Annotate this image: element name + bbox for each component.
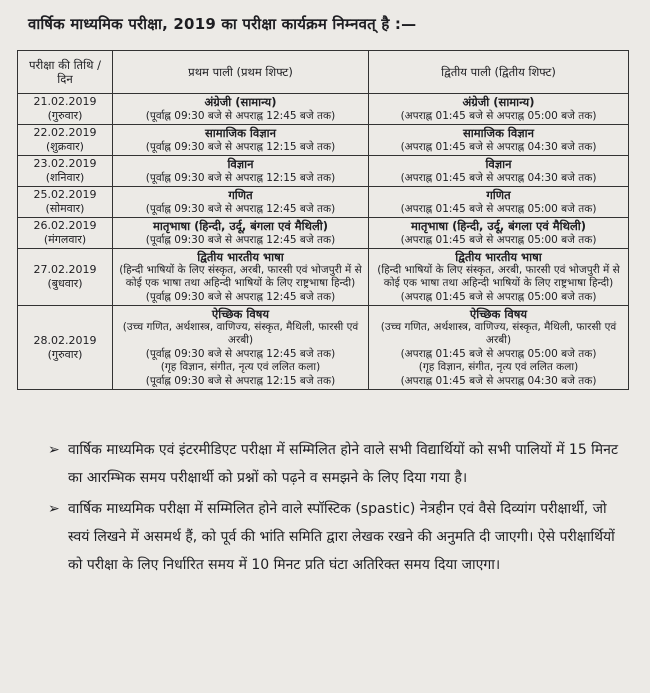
subject-note: (हिन्दी भाषियों के लिए संस्कृत, अरबी, फारसी एवं भोजपुरी में से कोई एक भाषा तथा अहिन्दी भाषियों के लिए राष्ट्रभाषा हिन्दी) bbox=[119, 264, 362, 289]
subject: ऐच्छिक विषय bbox=[469, 307, 528, 321]
exam-day: (शनिवार) bbox=[45, 171, 85, 184]
shift2-cell bbox=[369, 125, 629, 156]
shift1-cell bbox=[113, 94, 369, 125]
time: (पूर्वाह्न 09:30 बजे से अपराह्न 12:45 बजे तक) bbox=[145, 234, 336, 246]
date-cell bbox=[18, 125, 113, 156]
header-shift1: प्रथम पाली (प्रथम शिफ्ट) bbox=[113, 51, 369, 94]
arrow-bullet-icon: ➢ bbox=[48, 442, 60, 458]
subject: सामाजिक विज्ञान bbox=[462, 126, 535, 140]
subject: द्वितीय भारतीय भाषा bbox=[455, 250, 542, 264]
time: (अपराह्न 01:45 बजे से अपराह्न 05:00 बजे तक) bbox=[400, 234, 597, 246]
subject: सामाजिक विज्ञान bbox=[204, 126, 277, 140]
exam-day: (गुरुवार) bbox=[47, 347, 83, 361]
header-shift2: द्वितीय पाली (द्वितीय शिफ्ट) bbox=[369, 51, 629, 94]
exam-day: (सोमवार) bbox=[45, 202, 85, 215]
time: (पूर्वाह्न 09:30 बजे से अपराह्न 12:45 बजे तक) bbox=[145, 203, 336, 215]
subject: विज्ञान bbox=[227, 157, 254, 171]
exam-date: 28.02.2019 bbox=[33, 333, 97, 347]
time: (अपराह्न 01:45 बजे से अपराह्न 05:00 बजे तक) bbox=[400, 203, 597, 215]
exam-day: (गुरुवार) bbox=[47, 109, 83, 122]
shift2-cell bbox=[369, 156, 629, 187]
table-row bbox=[18, 218, 629, 249]
shift2-cell bbox=[369, 218, 629, 249]
shift2-cell bbox=[369, 187, 629, 218]
subject: गणित bbox=[228, 188, 253, 202]
time: (अपराह्न 01:45 बजे से अपराह्न 05:00 बजे तक) bbox=[400, 291, 597, 303]
page-title: वार्षिक माध्यमिक परीक्षा, 2019 का परीक्षा कार्यक्रम निम्नवत् है :— bbox=[28, 15, 417, 33]
date-cell bbox=[18, 187, 113, 218]
date-cell bbox=[18, 156, 113, 187]
subject: ऐच्छिक विषय bbox=[211, 307, 270, 321]
exam-day: (शुक्रवार) bbox=[46, 140, 84, 153]
time: (अपराह्न 01:45 बजे से अपराह्न 04:30 बजे तक) bbox=[400, 172, 597, 184]
time: (पूर्वाह्न 09:30 बजे से अपराह्न 12:15 बजे तक) bbox=[145, 172, 336, 184]
subject: अंग्रेजी (सामान्य) bbox=[204, 95, 277, 109]
subject-note: (उच्च गणित, अर्थशास्त्र, वाणिज्य, संस्कृत, मैथिली, फारसी एवं अरबी) bbox=[380, 321, 617, 346]
time-2: (अपराह्न 01:45 बजे से अपराह्न 04:30 बजे तक) bbox=[400, 375, 597, 387]
exam-day: (मंगलवार) bbox=[43, 233, 87, 246]
note-item bbox=[48, 436, 628, 492]
table-row bbox=[18, 125, 629, 156]
subject: द्वितीय भारतीय भाषा bbox=[197, 250, 284, 264]
time: (अपराह्न 01:45 बजे से अपराह्न 04:30 बजे तक) bbox=[400, 141, 597, 153]
subject-note: (हिन्दी भाषियों के लिए संस्कृत, अरबी, फारसी एवं भोजपुरी में से कोई एक भाषा तथा अहिन्दी भाषियों के लिए राष्ट्रभाषा हिन्दी) bbox=[377, 264, 620, 289]
subject-note-2: (गृह विज्ञान, संगीत, नृत्य एवं ललित कला) bbox=[418, 361, 579, 373]
shift2-cell bbox=[369, 94, 629, 125]
shift1-cell bbox=[113, 218, 369, 249]
subject-note: (उच्च गणित, अर्थशास्त्र, वाणिज्य, संस्कृत, मैथिली, फारसी एवं अरबी) bbox=[122, 321, 359, 346]
date-cell bbox=[18, 306, 113, 390]
shift1-cell bbox=[113, 249, 369, 306]
exam-date: 27.02.2019 bbox=[33, 263, 97, 276]
exam-date: 26.02.2019 bbox=[33, 219, 97, 232]
subject: विज्ञान bbox=[485, 157, 512, 171]
shift2-cell bbox=[369, 306, 629, 390]
table-header-row bbox=[18, 51, 629, 94]
subject: मातृभाषा (हिन्दी, उर्दू, बंगला एवं मैथिली) bbox=[152, 219, 329, 233]
shift2-cell bbox=[369, 249, 629, 306]
subject: गणित bbox=[486, 188, 511, 202]
exam-date: 22.02.2019 bbox=[33, 126, 97, 139]
table-row bbox=[18, 94, 629, 125]
time: (पूर्वाह्न 09:30 बजे से अपराह्न 12:15 बजे तक) bbox=[145, 141, 336, 153]
time: (अपराह्न 01:45 बजे से अपराह्न 05:00 बजे तक) bbox=[400, 348, 597, 360]
date-cell bbox=[18, 249, 113, 306]
shift1-cell bbox=[113, 306, 369, 390]
note-item bbox=[48, 495, 628, 579]
exam-date: 21.02.2019 bbox=[33, 95, 97, 108]
time: (अपराह्न 01:45 बजे से अपराह्न 05:00 बजे तक) bbox=[400, 110, 597, 122]
table-row bbox=[18, 156, 629, 187]
note-text: वार्षिक माध्यमिक परीक्षा में सम्मिलित होने वाले स्पॉस्टिक (spastic) नेत्रहीन एवं वैसे दिव्यांग परीक्षार्थी, जो स्वयं लिखने में असमर्थ हैं, को पूर्व की भांति समिति द्वारा लेखक रखने की अनुमति दी जाएगी। ऐसे परीक्षार्थियों को परीक्षा के लिए निर्धारित समय में 10 मिनट प्रति घंटा अतिरिक्त समय दिया जाएगा। bbox=[68, 501, 615, 573]
table-row bbox=[18, 187, 629, 218]
date-cell bbox=[18, 218, 113, 249]
header-date: परीक्षा की तिथि / दिन bbox=[18, 51, 113, 94]
table-row bbox=[18, 249, 629, 306]
time: (पूर्वाह्न 09:30 बजे से अपराह्न 12:45 बजे तक) bbox=[145, 348, 336, 360]
exam-schedule-table bbox=[17, 50, 629, 390]
date-cell bbox=[18, 94, 113, 125]
notes-section bbox=[48, 436, 628, 582]
exam-date: 23.02.2019 bbox=[33, 157, 97, 170]
shift1-cell bbox=[113, 125, 369, 156]
subject: मातृभाषा (हिन्दी, उर्दू, बंगला एवं मैथिली) bbox=[410, 219, 587, 233]
table-row bbox=[18, 306, 629, 390]
time-2: (पूर्वाह्न 09:30 बजे से अपराह्न 12:15 बजे तक) bbox=[145, 375, 336, 387]
subject: अंग्रेजी (सामान्य) bbox=[462, 95, 535, 109]
exam-date: 25.02.2019 bbox=[33, 188, 97, 201]
arrow-bullet-icon: ➢ bbox=[48, 501, 60, 517]
time: (पूर्वाह्न 09:30 बजे से अपराह्न 12:45 बजे तक) bbox=[145, 291, 336, 303]
time: (पूर्वाह्न 09:30 बजे से अपराह्न 12:45 बजे तक) bbox=[145, 110, 336, 122]
subject-note-2: (गृह विज्ञान, संगीत, नृत्य एवं ललित कला) bbox=[160, 361, 321, 373]
shift1-cell bbox=[113, 156, 369, 187]
shift1-cell bbox=[113, 187, 369, 218]
exam-day: (बुधवार) bbox=[47, 277, 83, 290]
note-text: वार्षिक माध्यमिक एवं इंटरमीडिएट परीक्षा में सम्मिलित होने वाले सभी विद्यार्थियों को सभी पालियों में 15 मिनट का आरम्भिक समय परीक्षार्थी को प्रश्नों को पढ़ने व समझने के लिए दिया गया है। bbox=[68, 442, 618, 486]
